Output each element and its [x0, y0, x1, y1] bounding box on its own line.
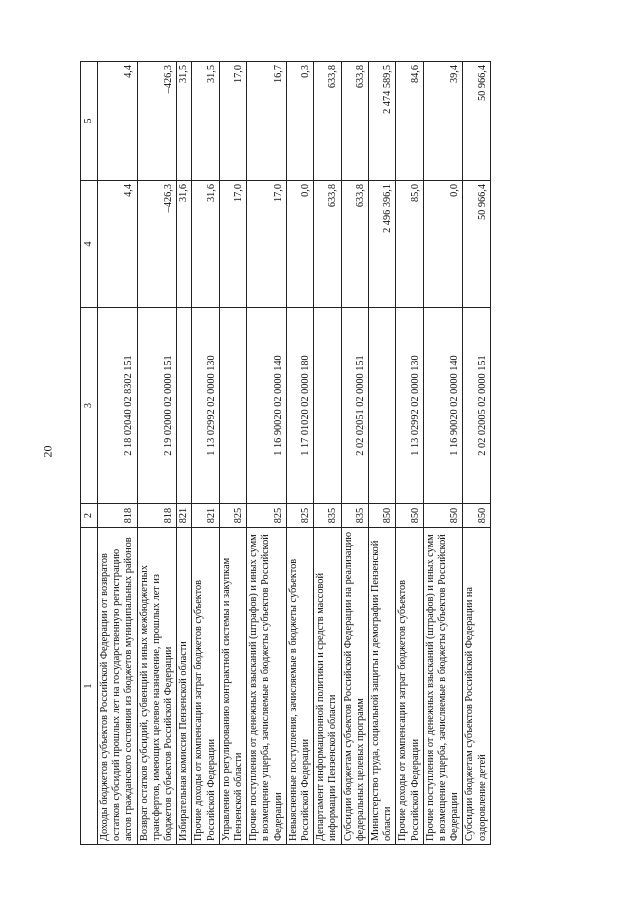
cell-value-col5: 633,8 — [314, 62, 341, 181]
cell-name: Доходы бюджетов субъектов Российской Федерации от возвратов остатков субсидий прошлых лет на государственную регистрацию актов гражданского состояния из бюджетов муниципальных районов — [98, 528, 138, 845]
table-header — [81, 62, 98, 845]
cell-name: Прочие поступления от денежных взысканий (штрафов) и иных сумм в возмещение ущерба, зачисляемые в бюджеты субъектов Российской Федерации — [423, 528, 463, 845]
cell-value-col5: 0,3 — [286, 62, 313, 181]
cell-name: Управление по регулированию контрактной системы и закупкам Пензенской области — [219, 528, 246, 845]
cell-name: Невыясненные поступления, зачисляемые в бюджеты субъектов Российской Федерации — [286, 528, 313, 845]
cell-value-col4: 633,8 — [314, 181, 341, 308]
cell-admin: 850 — [423, 504, 463, 528]
cell-value-col4: 85,0 — [396, 181, 423, 308]
cell-value-col5: 50 966,4 — [463, 62, 490, 181]
cell-code: 1 16 90020 02 0000 140 — [423, 308, 463, 504]
table-row — [137, 62, 177, 845]
cell-code — [369, 308, 396, 504]
cell-value-col4: 17,0 — [247, 181, 287, 308]
cell-admin: 825 — [219, 504, 246, 528]
cell-value-col4: 31,6 — [177, 181, 192, 308]
cell-admin: 821 — [192, 504, 219, 528]
header-row — [81, 62, 98, 845]
cell-name: Избирательная комиссия Пензенской области — [177, 528, 192, 845]
cell-name: Прочие доходы от компенсации затрат бюджетов субъектов Российской Федерации — [192, 528, 219, 845]
cell-value-col5: 84,6 — [396, 62, 423, 181]
cell-code: 1 17 01020 02 0000 180 — [286, 308, 313, 504]
table-row — [247, 62, 287, 845]
cell-value-col5: 17,0 — [219, 62, 246, 181]
cell-value-col4: 2 496 396,1 — [369, 181, 396, 308]
header-col-1: 1 — [81, 528, 98, 845]
cell-admin: 835 — [314, 504, 341, 528]
cell-value-col4: 4,4 — [98, 181, 138, 308]
cell-name: Возврат остатков субсидий, субвенций и иных межбюджетных трансфертов, имеющих целевое назначение, прошлых лет из бюджетов субъектов Российской Федерации — [137, 528, 177, 845]
cell-value-col5: 31,5 — [177, 62, 192, 181]
cell-value-col5: –426,3 — [137, 62, 177, 181]
cell-value-col4: 50 966,4 — [463, 181, 490, 308]
cell-value-col5: 16,7 — [247, 62, 287, 181]
table-row — [192, 62, 219, 845]
table-row — [286, 62, 313, 845]
cell-code — [219, 308, 246, 504]
cell-code: 2 02 02051 02 0000 151 — [341, 308, 368, 504]
cell-code — [314, 308, 341, 504]
cell-name: Прочие поступления от денежных взысканий (штрафов) и иных сумм в возмещение ущерба, зачисляемые в бюджеты субъектов Российской Федерации — [247, 528, 287, 845]
page-number: 20 — [40, 445, 55, 458]
cell-value-col4: 17,0 — [219, 181, 246, 308]
header-col-3: 3 — [81, 308, 98, 504]
cell-admin: 825 — [286, 504, 313, 528]
cell-code: 1 13 02992 02 0000 130 — [396, 308, 423, 504]
cell-admin: 850 — [396, 504, 423, 528]
table-row — [314, 62, 341, 845]
cell-value-col5: 4,4 — [98, 62, 138, 181]
table-row — [341, 62, 368, 845]
cell-code: 2 19 02000 02 0000 151 — [137, 308, 177, 504]
table-row — [98, 62, 138, 845]
cell-admin: 850 — [369, 504, 396, 528]
table-row — [369, 62, 396, 845]
cell-code: 1 13 02992 02 0000 130 — [192, 308, 219, 504]
cell-name: Прочие доходы от компенсации затрат бюджетов субъектов Российской Федерации — [396, 528, 423, 845]
cell-code — [177, 308, 192, 504]
cell-admin: 821 — [177, 504, 192, 528]
revenue-table — [80, 61, 491, 845]
cell-name: Министерство труда, социальной защиты и демографии Пензенской области — [369, 528, 396, 845]
cell-code: 2 02 02005 02 0000 151 — [463, 308, 490, 504]
table-body — [98, 62, 491, 845]
cell-value-col4: 633,8 — [341, 181, 368, 308]
table-rotated-container — [80, 62, 597, 845]
table-row — [177, 62, 192, 845]
table-row — [463, 62, 490, 845]
cell-admin: 818 — [98, 504, 138, 528]
cell-value-col4: 0,0 — [286, 181, 313, 308]
cell-admin: 818 — [137, 504, 177, 528]
cell-code: 2 18 02040 02 8302 151 — [98, 308, 138, 504]
table-row — [219, 62, 246, 845]
cell-admin: 850 — [463, 504, 490, 528]
cell-name: Субсидии бюджетам субъектов Российской Федерации на реализацию федеральных целевых программ — [341, 528, 368, 845]
header-col-5: 5 — [81, 62, 98, 181]
cell-code: 1 16 90020 02 0000 140 — [247, 308, 287, 504]
header-col-2: 2 — [81, 504, 98, 528]
cell-value-col5: 633,8 — [341, 62, 368, 181]
cell-value-col5: 31,5 — [192, 62, 219, 181]
cell-name: Субсидии бюджетам субъектов Российской Федерации на оздоровление детей — [463, 528, 490, 845]
cell-value-col5: 39,4 — [423, 62, 463, 181]
cell-admin: 835 — [341, 504, 368, 528]
cell-value-col4: –426,3 — [137, 181, 177, 308]
header-col-4: 4 — [81, 181, 98, 308]
table-row — [423, 62, 463, 845]
cell-value-col4: 31,6 — [192, 181, 219, 308]
cell-admin: 825 — [247, 504, 287, 528]
cell-name: Департамент информационной политики и средств массовой информации Пензенской области — [314, 528, 341, 845]
cell-value-col4: 0,0 — [423, 181, 463, 308]
table-row — [396, 62, 423, 845]
cell-value-col5: 2 474 589,5 — [369, 62, 396, 181]
